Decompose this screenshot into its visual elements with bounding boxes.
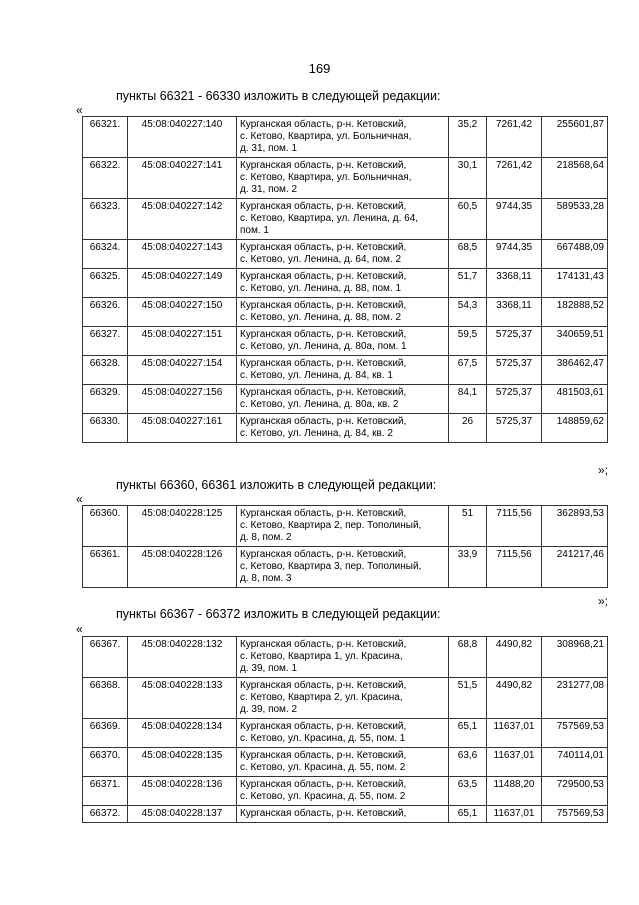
address-line: Курганская область, р-н. Кетовский, bbox=[240, 779, 407, 790]
table-row bbox=[83, 547, 608, 588]
address bbox=[237, 637, 449, 678]
table-row bbox=[83, 385, 608, 414]
address-line: Курганская область, р-н. Кетовский, bbox=[240, 639, 407, 650]
area: 51 bbox=[449, 506, 487, 547]
cadastral-value: 589533,28 bbox=[542, 199, 608, 240]
area: 84,1 bbox=[449, 385, 487, 414]
unit-value: 11637,01 bbox=[487, 719, 542, 748]
address-line: с. Кетово, ул. Красина, д. 55, пом. 2 bbox=[240, 762, 406, 773]
cadastral-number: 45:08:040227:151 bbox=[128, 327, 237, 356]
row-number: 66321. bbox=[83, 117, 128, 158]
address bbox=[237, 199, 449, 240]
address bbox=[237, 748, 449, 777]
close-quote: »; bbox=[597, 594, 608, 608]
close-quote: »; bbox=[597, 463, 608, 477]
table-row bbox=[83, 298, 608, 327]
area: 60,5 bbox=[449, 199, 487, 240]
address bbox=[237, 240, 449, 269]
cadastral-value: 241217,46 bbox=[542, 547, 608, 588]
unit-value: 3368,11 bbox=[487, 269, 542, 298]
section-intro: пункты 66367 - 66372 изложить в следующей редакции: bbox=[116, 607, 441, 621]
open-quote: « bbox=[76, 103, 83, 117]
open-quote: « bbox=[76, 622, 83, 636]
address bbox=[237, 678, 449, 719]
unit-value: 5725,37 bbox=[487, 414, 542, 443]
table-row bbox=[83, 327, 608, 356]
address-line: Курганская область, р-н. Кетовский, bbox=[240, 271, 407, 282]
unit-value: 11488,20 bbox=[487, 777, 542, 806]
address-line: д. 8, пом. 3 bbox=[240, 573, 292, 584]
row-number: 66369. bbox=[83, 719, 128, 748]
cadastral-value: 218568,64 bbox=[542, 158, 608, 199]
address-line: с. Кетово, Квартира 1, ул. Красина, bbox=[240, 651, 403, 662]
cadastral-value: 255601,87 bbox=[542, 117, 608, 158]
address-line: Курганская область, р-н. Кетовский, bbox=[240, 387, 407, 398]
row-number: 66368. bbox=[83, 678, 128, 719]
row-number: 66370. bbox=[83, 748, 128, 777]
address-line: Курганская область, р-н. Кетовский, bbox=[240, 358, 407, 369]
row-number: 66330. bbox=[83, 414, 128, 443]
row-number: 66329. bbox=[83, 385, 128, 414]
address-line: с. Кетово, Квартира, ул. Ленина, д. 64, bbox=[240, 213, 419, 224]
address-line: с. Кетово, ул. Ленина, д. 88, пом. 1 bbox=[240, 283, 402, 294]
address-line: Курганская область, р-н. Кетовский, bbox=[240, 201, 407, 212]
cadastral-table bbox=[82, 116, 608, 443]
table-row bbox=[83, 414, 608, 443]
cadastral-number: 45:08:040227:154 bbox=[128, 356, 237, 385]
address bbox=[237, 414, 449, 443]
unit-value: 7115,56 bbox=[487, 506, 542, 547]
cadastral-number: 45:08:040228:136 bbox=[128, 777, 237, 806]
unit-value: 11637,01 bbox=[487, 806, 542, 823]
address-line: Курганская область, р-н. Кетовский, bbox=[240, 416, 407, 427]
cadastral-value: 481503,61 bbox=[542, 385, 608, 414]
cadastral-number: 45:08:040227:143 bbox=[128, 240, 237, 269]
cadastral-value: 148859,62 bbox=[542, 414, 608, 443]
cadastral-value: 308968,21 bbox=[542, 637, 608, 678]
address-line: Курганская область, р-н. Кетовский, bbox=[240, 721, 407, 732]
area: 35,2 bbox=[449, 117, 487, 158]
row-number: 66371. bbox=[83, 777, 128, 806]
address bbox=[237, 506, 449, 547]
unit-value: 5725,37 bbox=[487, 385, 542, 414]
area: 51,7 bbox=[449, 269, 487, 298]
address-line: Курганская область, р-н. Кетовский, bbox=[240, 680, 407, 691]
address-line: Курганская область, р-н. Кетовский, bbox=[240, 329, 407, 340]
area: 33,9 bbox=[449, 547, 487, 588]
unit-value: 5725,37 bbox=[487, 356, 542, 385]
table-row bbox=[83, 748, 608, 777]
unit-value: 9744,35 bbox=[487, 240, 542, 269]
address-line: Курганская область, р-н. Кетовский, bbox=[240, 119, 407, 130]
table-row bbox=[83, 637, 608, 678]
area: 59,5 bbox=[449, 327, 487, 356]
unit-value: 5725,37 bbox=[487, 327, 542, 356]
address-line: с. Кетово, ул. Ленина, д. 88, пом. 2 bbox=[240, 312, 402, 323]
unit-value: 7115,56 bbox=[487, 547, 542, 588]
address-line: с. Кетово, ул. Ленина, д. 80а, пом. 1 bbox=[240, 341, 407, 352]
address bbox=[237, 327, 449, 356]
address bbox=[237, 719, 449, 748]
address-line: Курганская область, р-н. Кетовский, bbox=[240, 750, 407, 761]
address-line: д. 8, пом. 2 bbox=[240, 532, 292, 543]
address bbox=[237, 356, 449, 385]
cadastral-value: 757569,53 bbox=[542, 806, 608, 823]
address bbox=[237, 806, 449, 823]
page-number: 169 bbox=[308, 61, 331, 76]
row-number: 66326. bbox=[83, 298, 128, 327]
cadastral-number: 45:08:040227:156 bbox=[128, 385, 237, 414]
cadastral-value: 182888,52 bbox=[542, 298, 608, 327]
address-line: Курганская область, р-н. Кетовский, bbox=[240, 549, 407, 560]
address-line: с. Кетово, Квартира 2, пер. Тополиный, bbox=[240, 520, 422, 531]
address bbox=[237, 117, 449, 158]
area: 68,8 bbox=[449, 637, 487, 678]
cadastral-value: 740114,01 bbox=[542, 748, 608, 777]
unit-value: 7261,42 bbox=[487, 158, 542, 199]
cadastral-table bbox=[82, 636, 608, 823]
row-number: 66324. bbox=[83, 240, 128, 269]
area: 65,1 bbox=[449, 719, 487, 748]
area: 54,3 bbox=[449, 298, 487, 327]
cadastral-number: 45:08:040227:142 bbox=[128, 199, 237, 240]
cadastral-value: 362893,53 bbox=[542, 506, 608, 547]
address-line: с. Кетово, ул. Ленина, д. 84, кв. 2 bbox=[240, 428, 393, 439]
address-line: Курганская область, р-н. Кетовский, bbox=[240, 160, 407, 171]
area: 51,5 bbox=[449, 678, 487, 719]
table-row bbox=[83, 506, 608, 547]
cadastral-value: 340659,51 bbox=[542, 327, 608, 356]
unit-value: 9744,35 bbox=[487, 199, 542, 240]
table-row bbox=[83, 240, 608, 269]
cadastral-number: 45:08:040228:133 bbox=[128, 678, 237, 719]
cadastral-number: 45:08:040228:135 bbox=[128, 748, 237, 777]
area: 63,6 bbox=[449, 748, 487, 777]
table-row bbox=[83, 117, 608, 158]
address bbox=[237, 385, 449, 414]
table-row bbox=[83, 199, 608, 240]
address-line: д. 31, пом. 2 bbox=[240, 184, 298, 195]
address-line: Курганская область, р-н. Кетовский, bbox=[240, 808, 407, 819]
area: 26 bbox=[449, 414, 487, 443]
table-row bbox=[83, 806, 608, 823]
area: 63,5 bbox=[449, 777, 487, 806]
address bbox=[237, 547, 449, 588]
address-line: Курганская область, р-н. Кетовский, bbox=[240, 508, 407, 519]
cadastral-value: 231277,08 bbox=[542, 678, 608, 719]
address bbox=[237, 269, 449, 298]
address bbox=[237, 298, 449, 327]
cadastral-number: 45:08:040228:134 bbox=[128, 719, 237, 748]
address-line: с. Кетово, ул. Ленина, д. 64, пом. 2 bbox=[240, 254, 402, 265]
address-line: пом. 1 bbox=[240, 225, 269, 236]
unit-value: 4490,82 bbox=[487, 678, 542, 719]
unit-value: 7261,42 bbox=[487, 117, 542, 158]
section-intro: пункты 66321 - 66330 изложить в следующей редакции: bbox=[116, 89, 441, 103]
row-number: 66328. bbox=[83, 356, 128, 385]
cadastral-number: 45:08:040227:150 bbox=[128, 298, 237, 327]
address-line: д. 39, пом. 2 bbox=[240, 704, 298, 715]
cadastral-number: 45:08:040227:161 bbox=[128, 414, 237, 443]
row-number: 66360. bbox=[83, 506, 128, 547]
table-row bbox=[83, 356, 608, 385]
address-line: с. Кетово, ул. Красина, д. 55, пом. 2 bbox=[240, 791, 406, 802]
cadastral-number: 45:08:040228:126 bbox=[128, 547, 237, 588]
table-row bbox=[83, 678, 608, 719]
row-number: 66323. bbox=[83, 199, 128, 240]
unit-value: 11637,01 bbox=[487, 748, 542, 777]
address-line: с. Кетово, Квартира, ул. Больничная, bbox=[240, 172, 412, 183]
address-line: с. Кетово, Квартира, ул. Больничная, bbox=[240, 131, 412, 142]
cadastral-value: 174131,43 bbox=[542, 269, 608, 298]
row-number: 66322. bbox=[83, 158, 128, 199]
address-line: Курганская область, р-н. Кетовский, bbox=[240, 242, 407, 253]
address bbox=[237, 777, 449, 806]
cadastral-number: 45:08:040228:132 bbox=[128, 637, 237, 678]
area: 68,5 bbox=[449, 240, 487, 269]
open-quote: « bbox=[76, 492, 83, 506]
cadastral-table bbox=[82, 505, 608, 588]
table-row bbox=[83, 158, 608, 199]
row-number: 66372. bbox=[83, 806, 128, 823]
cadastral-number: 45:08:040227:149 bbox=[128, 269, 237, 298]
section-intro: пункты 66360, 66361 изложить в следующей редакции: bbox=[116, 478, 437, 492]
row-number: 66325. bbox=[83, 269, 128, 298]
table-row bbox=[83, 269, 608, 298]
unit-value: 4490,82 bbox=[487, 637, 542, 678]
cadastral-number: 45:08:040228:125 bbox=[128, 506, 237, 547]
cadastral-value: 757569,53 bbox=[542, 719, 608, 748]
row-number: 66327. bbox=[83, 327, 128, 356]
address-line: с. Кетово, ул. Ленина, д. 80а, кв. 2 bbox=[240, 399, 399, 410]
address-line: д. 31, пом. 1 bbox=[240, 143, 298, 154]
cadastral-number: 45:08:040227:141 bbox=[128, 158, 237, 199]
address-line: с. Кетово, ул. Ленина, д. 84, кв. 1 bbox=[240, 370, 393, 381]
cadastral-number: 45:08:040228:137 bbox=[128, 806, 237, 823]
unit-value: 3368,11 bbox=[487, 298, 542, 327]
cadastral-value: 729500,53 bbox=[542, 777, 608, 806]
area: 67,5 bbox=[449, 356, 487, 385]
address-line: д. 39, пом. 1 bbox=[240, 663, 298, 674]
address-line: с. Кетово, Квартира 3, пер. Тополиный, bbox=[240, 561, 422, 572]
row-number: 66367. bbox=[83, 637, 128, 678]
address-line: Курганская область, р-н. Кетовский, bbox=[240, 300, 407, 311]
area: 30,1 bbox=[449, 158, 487, 199]
table-row bbox=[83, 719, 608, 748]
cadastral-number: 45:08:040227:140 bbox=[128, 117, 237, 158]
cadastral-value: 667488,09 bbox=[542, 240, 608, 269]
table-row bbox=[83, 777, 608, 806]
address-line: с. Кетово, ул. Красина, д. 55, пом. 1 bbox=[240, 733, 406, 744]
row-number: 66361. bbox=[83, 547, 128, 588]
cadastral-value: 386462,47 bbox=[542, 356, 608, 385]
address bbox=[237, 158, 449, 199]
address-line: с. Кетово, Квартира 2, ул. Красина, bbox=[240, 692, 403, 703]
area: 65,1 bbox=[449, 806, 487, 823]
